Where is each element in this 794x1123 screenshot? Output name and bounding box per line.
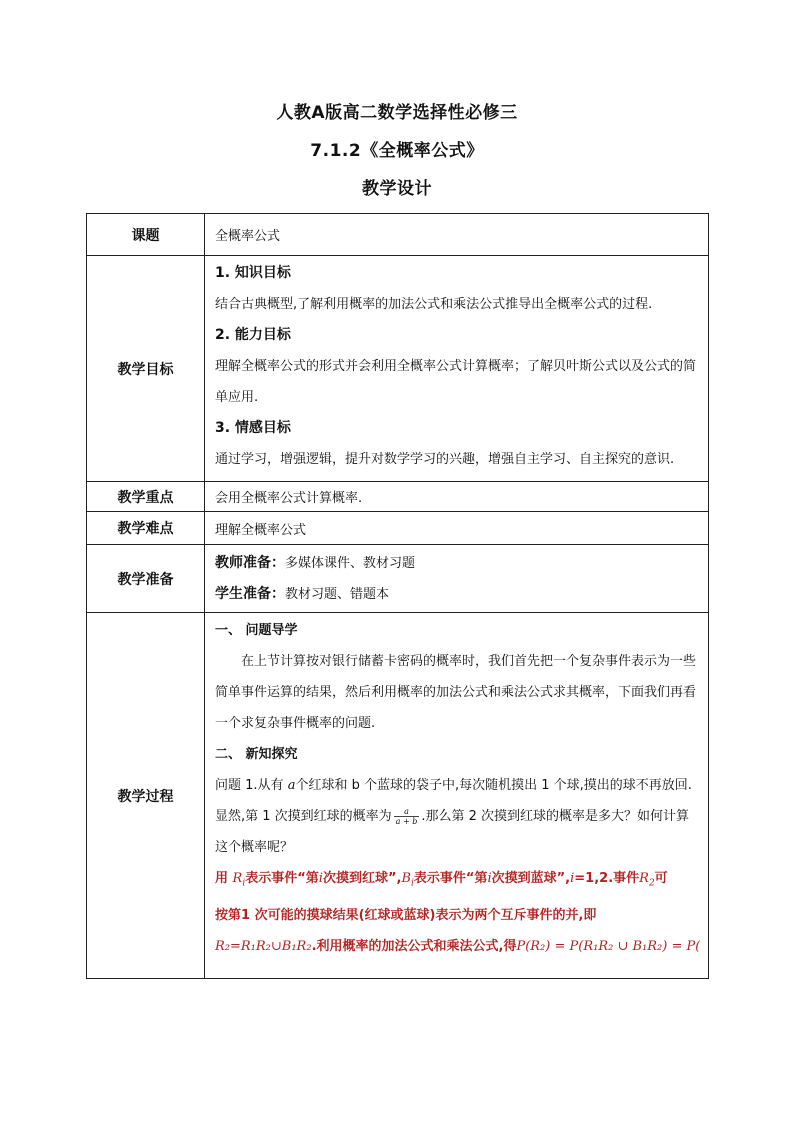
sub-i: i	[242, 878, 246, 889]
label-process: 教学过程	[87, 613, 205, 979]
section2-heading: 二、 新知探究	[215, 747, 298, 762]
topic-text: 全概率公式	[215, 229, 281, 244]
value-difficulty	[205, 512, 709, 545]
document-title: 人教A版高二数学选择性必修三	[276, 103, 518, 123]
q1-text-end: .那么第 2 次摸到红球的概率是多大？如何计算这个概率呢？	[215, 809, 690, 855]
ans-text-f: =1,2.事件	[574, 871, 640, 886]
probability-formula: P(R₂) = P(R₁R₂ ∪ B₁R₂) = P(	[516, 938, 700, 954]
fraction-numerator: a	[394, 807, 420, 817]
teacher-prep-label: 教师准备：	[215, 554, 285, 571]
var-i-1: i	[318, 871, 323, 886]
value-key-point	[205, 482, 709, 512]
label-goals: 教学目标	[87, 256, 205, 482]
value-preparation	[205, 545, 709, 613]
q1-text-middle: 个红球和 b 个蓝球的袋子中,每次随机摸出 1 个球,摸出的球不再放回.显然,第 1 次摸到红球的概率为	[215, 778, 692, 824]
row-process	[87, 613, 709, 979]
answer-line-3	[215, 931, 700, 962]
event-expression: R₂=R₁R₂∪B₁R₂	[215, 938, 312, 954]
section1-heading: 一、 问题导学	[215, 623, 298, 638]
value-topic	[205, 214, 709, 256]
answer-line-2: 按第1 次可能的摸球结果(红球或蓝球)表示为两个互斥事件的并,即	[215, 907, 597, 923]
var-r: R	[232, 871, 243, 886]
ans-line3-text: .利用概率的加法公式和乘法公式,得	[311, 938, 517, 954]
student-prep-value: 教材习题、错题本	[285, 586, 390, 602]
q1-text-start: 问题 1.从有	[215, 778, 284, 793]
sub-i-2: i	[411, 878, 414, 889]
section1-text: 在上节计算按对银行储蓄卡密码的概率时，我们首先把一个复杂事件表示为一些简单事件运算的结果，然后利用概率的加法公式和乘法公式求其概率，下面我们再看一个求复杂事件概率的问题.	[215, 654, 697, 731]
document-subtitle: 教学设计	[362, 179, 432, 199]
ans-text-c: 次摸到红球”,	[322, 871, 402, 886]
q1-var-a: a	[287, 778, 296, 793]
row-key-point	[87, 482, 709, 512]
knowledge-heading: 1. 知识目标	[215, 265, 291, 281]
var-r2: R	[639, 871, 649, 886]
var-i-2: i	[487, 871, 492, 886]
row-topic	[87, 214, 709, 256]
var-b: B	[401, 871, 411, 886]
lesson-title: 7.1.2《全概率公式》	[310, 141, 484, 161]
label-preparation: 教学准备	[87, 545, 205, 613]
row-preparation	[87, 545, 709, 613]
ability-heading: 2. 能力目标	[215, 327, 291, 343]
ans-text-e: 次摸到蓝球”,	[491, 871, 571, 886]
student-prep-label: 学生准备：	[215, 585, 285, 602]
ans-text-g: 可	[654, 871, 668, 886]
key-point-text: 会用全概率公式计算概率.	[215, 491, 363, 506]
value-goals	[205, 256, 709, 482]
difficulty-text: 理解全概率公式	[215, 522, 307, 538]
value-process	[205, 613, 709, 979]
question-1	[215, 770, 700, 863]
label-key-point: 教学重点	[87, 482, 205, 512]
row-goals	[87, 256, 709, 482]
label-topic: 课题	[87, 214, 205, 256]
teacher-prep-value: 多媒体课件、教材习题	[285, 555, 416, 571]
row-difficulty	[87, 512, 709, 545]
sub-2: 2	[648, 878, 655, 889]
ability-text: 理解全概率公式的形式并会利用全概率公式计算概率；了解贝叶斯公式以及公式的简单应用.	[215, 359, 697, 405]
lesson-plan-table	[86, 213, 709, 979]
ans-text-a: 用	[215, 871, 229, 886]
ans-text-d: 表示事件“第	[413, 871, 488, 886]
emotion-text: 通过学习，增强逻辑，提升对数学学习的兴趣，增强自主学习、自主探究的意识.	[215, 452, 675, 467]
ans-text-b: 表示事件“第	[245, 871, 319, 886]
teacher-prep	[215, 548, 698, 579]
label-difficulty: 教学难点	[87, 512, 205, 545]
var-i-3: i	[570, 871, 575, 886]
emotion-heading: 3. 情感目标	[215, 420, 291, 436]
knowledge-text: 结合古典概型,了解利用概率的加法公式和乘法公式推导出全概率公式的过程.	[215, 297, 653, 312]
student-prep	[215, 579, 698, 610]
q1-fraction	[394, 807, 420, 826]
answer-line-1	[215, 863, 700, 900]
fraction-denominator: a + b	[395, 817, 418, 826]
